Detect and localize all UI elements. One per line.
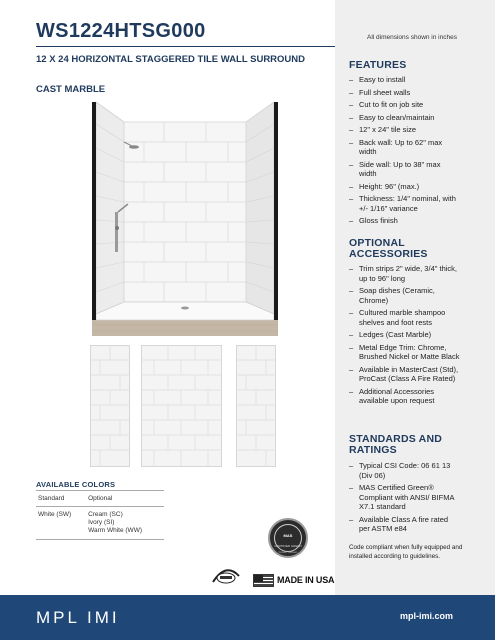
header: [0, 0, 495, 48]
shower-surround-image: [92, 100, 278, 336]
accessories-list: [349, 264, 484, 409]
green-certification-seal: [268, 518, 308, 558]
features-list: [349, 75, 484, 229]
list-item: – Thickness: 1/4" nominal, with +/- 1/16" variance: [349, 194, 464, 213]
accessories-title: OPTIONAL ACCESSORIES: [349, 237, 428, 260]
product-subtitle: 12 X 24 HORIZONTAL STAGGERED TILE WALL SURROUND: [36, 54, 306, 65]
code-compliance-note: Code compliant when fully equipped and installed according to guidelines.: [349, 544, 463, 560]
available-colors-table: [36, 490, 164, 540]
features-title: FEATURES: [349, 59, 407, 71]
list-item: – Metal Edge Trim: Chrome, Brushed Nickel or Matte Black: [349, 343, 467, 362]
optional-colors: [86, 507, 164, 540]
seal-text: MAS: [283, 533, 293, 538]
seal-text: Green Screen: [278, 550, 298, 554]
list-item: – Easy to clean/maintain: [349, 113, 484, 123]
model-number: WS1224HTSG000: [36, 20, 206, 42]
list-item: – Soap dishes (Ceramic, Chrome): [349, 286, 459, 305]
us-flag-icon: [253, 574, 274, 587]
list-item: – Full sheet walls: [349, 88, 484, 98]
standards-list: [349, 461, 484, 537]
product-finish: CAST MARBLE: [36, 84, 106, 95]
available-colors-title: AVAILABLE COLORS: [36, 480, 116, 489]
right-panel-thumbnail: [236, 345, 276, 467]
optional-color: Warm White (WW): [88, 527, 142, 534]
list-item: – Available in MasterCast (Std), ProCast (Class A Fire Rated): [349, 365, 474, 384]
brand-logo: [36, 608, 158, 626]
standards-title: STANDARDS AND RATINGS: [349, 433, 443, 456]
list-item: – Height: 96" (max.): [349, 182, 484, 192]
seal-text: CERTIFIED GREEN: [274, 544, 302, 548]
list-item: – Gloss finish: [349, 216, 484, 226]
colors-header-standard: Standard: [36, 491, 86, 507]
back-panel-thumbnail: [141, 345, 222, 467]
brand-logo-text: MPL IMI: [36, 608, 120, 626]
optional-color: Cream (SC): [88, 511, 123, 518]
list-item: – Cut to fit on job site: [349, 100, 484, 110]
list-item: – MAS Certified Green® Compliant with ANSI/ BIFMA X7.1 standard: [349, 483, 459, 512]
list-item: – Additional Accessories available upon request: [349, 387, 459, 406]
list-item: – Trim strips 2" wide, 3/4" thick, up to 96" long: [349, 264, 459, 283]
list-item: – Available Class A fire rated per ASTM e84: [349, 515, 459, 534]
made-in-usa-label: MADE IN USA: [277, 575, 335, 585]
colors-header-optional: Optional: [86, 491, 164, 507]
list-item: – 12" x 24" tile size: [349, 125, 484, 135]
list-item: – Easy to install: [349, 75, 484, 85]
header-divider: [36, 46, 335, 47]
list-item: – Typical CSI Code: 06 61 13 (Div 06): [349, 461, 464, 480]
dimensions-note: All dimensions shown in inches: [367, 34, 457, 41]
list-item: – Back wall: Up to 62" max width: [349, 138, 449, 157]
list-item: – Ledges (Cast Marble): [349, 330, 484, 340]
list-item: – Cultured marble shampoo shelves and foot rests: [349, 308, 467, 327]
list-item: – Side wall: Up to 38" max width: [349, 160, 449, 179]
website-link[interactable]: mpl-imi.com: [400, 611, 454, 621]
left-panel-thumbnail: [90, 345, 130, 467]
optional-color: Ivory (SI): [88, 519, 115, 526]
standard-color: White (SW): [36, 507, 86, 540]
certification-logo-icon: [211, 566, 241, 586]
